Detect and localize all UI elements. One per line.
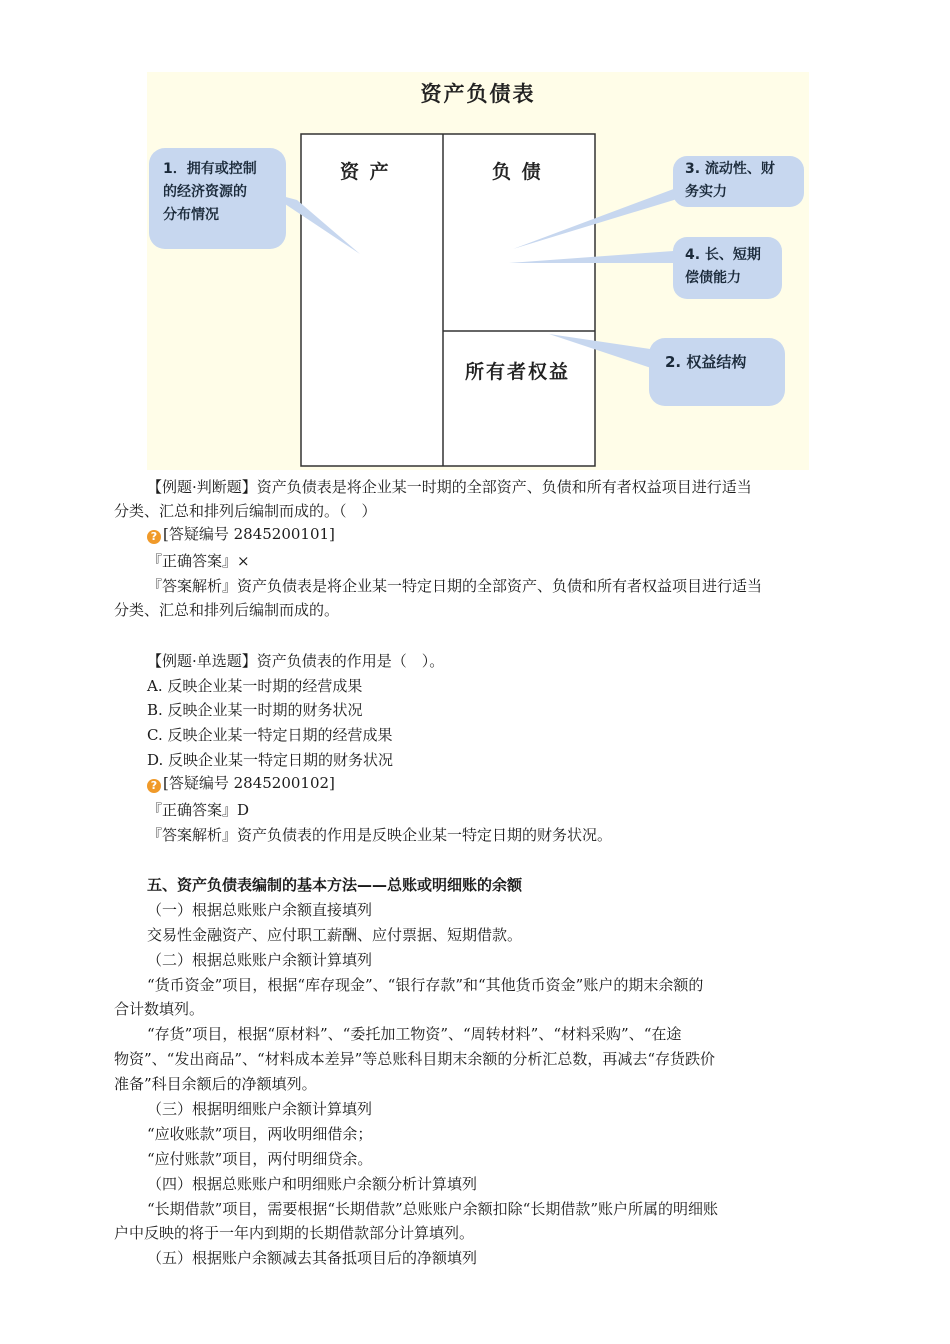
q1-stem-line-2: 分类、汇总和排列后编制而成的。（ ） [114,502,377,520]
section-line-9: （三）根据明细账户余额计算填列 [147,1100,373,1118]
q2-analysis: 『答案解析』资产负债表的作用是反映企业某一特定日期的财务状况。 [147,826,613,844]
callout-3-text [685,158,775,204]
balance-sheet-diagram [147,72,809,470]
q2-option-b: B. 反映企业某一时期的财务状况 [147,701,363,719]
q2-option-d: D. 反映企业某一特定日期的财务状况 [147,751,394,769]
section-line-15: （五）根据账户余额减去其备抵项目后的净额填列 [147,1249,478,1267]
section-line-2: 交易性金融资产、应付职工薪酬、应付票据、短期借款。 [147,926,523,944]
q2-answer: 『正确答案』D [147,801,250,819]
callout-2-text [665,351,746,374]
section-heading: 五、资产负债表编制的基本方法——总账或明细账的余额 [147,876,523,894]
callout-4-text [685,244,761,290]
question-icon[interactable]: ? [147,530,161,544]
section-line-11: “应付账款”项目，两付明细贷余。 [147,1150,373,1168]
section-line-7: 物资”、“发出商品”、“材料成本差异”等总账科目期末余额的分析汇总数，再减去“存货跌价 [114,1050,716,1068]
q1-analysis-line-1: 『答案解析』资产负债表是将企业某一特定日期的全部资产、负债和所有者权益项目进行适当 [147,577,763,595]
section-line-1: （一）根据总账账户余额直接填列 [147,901,373,919]
callout-1-line-1: 1．拥有或控制 [163,161,257,177]
q1-analysis-line-2: 分类、汇总和排列后编制而成的。 [114,601,340,619]
callout-1-line-3: 分布情况 [163,207,219,223]
q2-stem: 【例题·单选题】资产负债表的作用是（ ）。 [147,652,445,670]
q2-reference[interactable] [147,771,335,795]
question-icon[interactable]: ? [147,779,161,793]
q1-reference[interactable] [147,522,335,546]
q2-reference-text: [答疑编号 2845200102] [163,774,335,792]
section-line-14: 户中反映的将于一年内到期的长期借款部分计算填列。 [114,1224,475,1242]
section-line-12: （四）根据总账账户和明细账户余额分析计算填列 [147,1175,478,1193]
q1-answer: 『正确答案』× [147,552,250,570]
callout-1-line-2: 的经济资源的 [163,184,247,200]
liabilities-label: 负 债 [492,161,543,183]
section-line-5: 合计数填列。 [114,1000,205,1018]
section-line-6: “存货”项目，根据“原材料”、“委托加工物资”、“周转材料”、“材料采购”、“在途 [147,1025,682,1043]
callout-2-line-1: 2. 权益结构 [665,353,747,371]
q1-reference-text: [答疑编号 2845200101] [163,525,335,543]
q2-option-c: C. 反映企业某一特定日期的经营成果 [147,726,393,744]
q1-stem-line-1: 【例题·判断题】资产负债表是将企业某一时期的全部资产、负债和所有者权益项目进行适当 [147,478,752,496]
section-line-4: “货币资金”项目，根据“库存现金”、“银行存款”和“其他货币资金”账户的期末余额的 [147,976,704,994]
callout-3-line-1: 3. 流动性、财 [685,161,775,177]
diagram-title: 资产负债表 [420,81,536,106]
callout-4-line-2: 偿债能力 [685,270,741,286]
section-line-13: “长期借款”项目，需要根据“长期借款”总账账户余额扣除“长期借款”账户所属的明细账 [147,1200,719,1218]
callout-4-line-1: 4. 长、短期 [685,247,761,263]
callout-3-line-2: 务实力 [685,184,727,200]
equity-label: 所有者权益 [465,361,571,383]
q2-option-a: A. 反映企业某一时期的经营成果 [147,677,363,695]
section-line-8: 准备”科目余额后的净额填列。 [114,1075,317,1093]
callout-1-text [163,158,257,227]
section-line-3: （二）根据总账账户余额计算填列 [147,951,373,969]
assets-label: 资 产 [340,161,391,183]
section-line-10: “应收账款”项目，两收明细借余； [147,1125,373,1143]
